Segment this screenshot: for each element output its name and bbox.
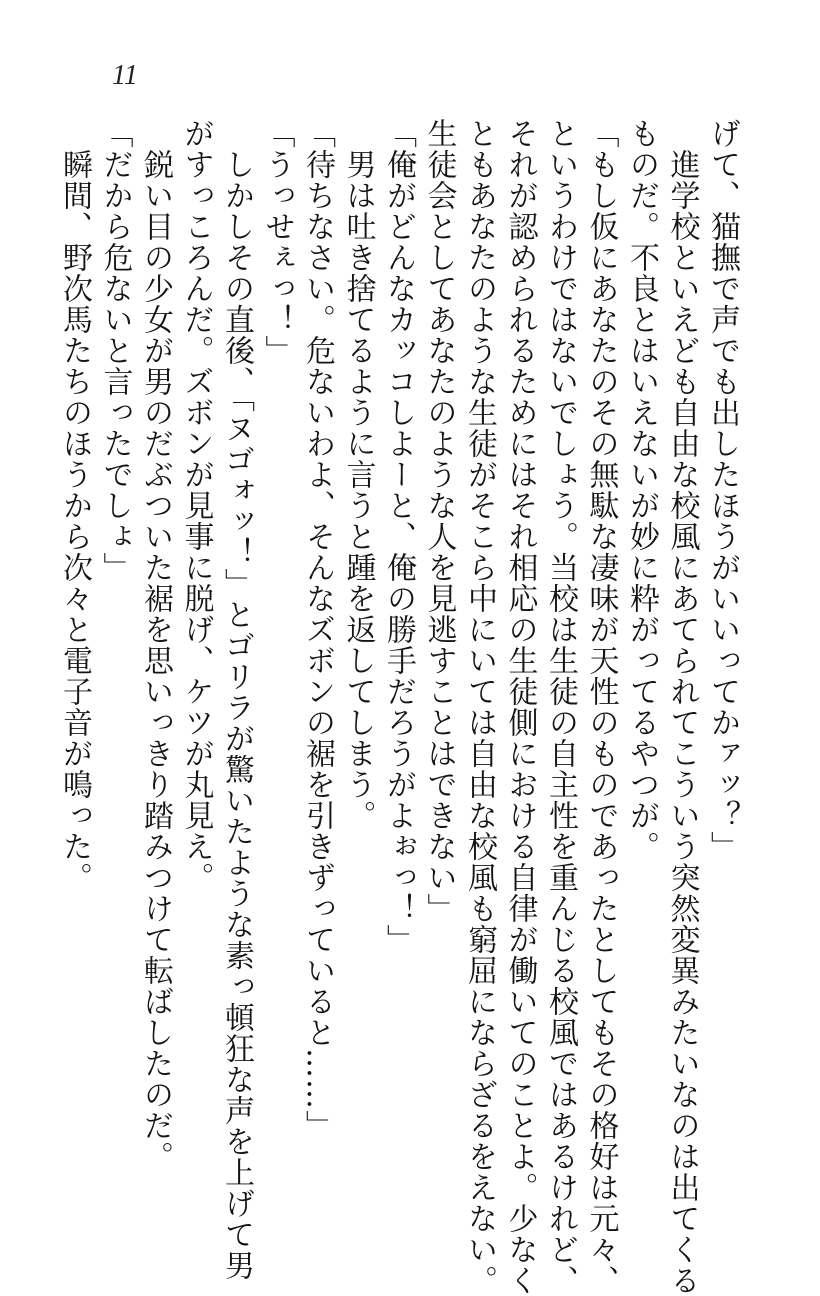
vertical-text-body — [54, 118, 743, 1296]
text-line: 「だから危ないと言ったでしょ」 — [97, 118, 133, 583]
text-line: 「俺がどんなカッコしよーと、俺の勝手だろうがよぉっ！」 — [381, 118, 416, 955]
text-line: それが認められるためにはそれ相応の生徒側における自律が働いてのことよ。少なく — [502, 118, 538, 1296]
text-line: というわけではないでしょう。当校は生徒の自主性を重んじる校風ではあるけれど、 — [543, 118, 578, 1296]
text-line: 男は吐き捨てるように言うと踵を返してしまう。 — [340, 149, 376, 831]
text-line: ものだ。不良とはいえないが妙に粋がってるやつが。 — [624, 118, 659, 862]
text-line: 「うっせぇっ！」 — [259, 118, 295, 366]
text-line: がすっころんだ。ズボンが見事に脱げ、ケツが丸見え。 — [178, 118, 214, 893]
text-line: しかしその直後、「ヌゴォッ！」とゴリラが驚いたような素っ頓狂な声を上げて男 — [219, 149, 254, 1281]
text-line: ともあなたのような生徒がそこら中にいては自由な校風も窮屈にならざるをえない。 — [462, 118, 497, 1296]
text-line-continued: げて、猫撫で声でも出したほうがいいってかァッ？」 — [705, 118, 740, 862]
text-line: 瞬間、野次馬たちのほうから次々と電子音が鳴った。 — [57, 149, 92, 893]
page-number: 11 — [112, 60, 138, 91]
text-line: 「もし仮にあなたのその無駄な凄味が天性のものであったとしてもその格好は元々、 — [583, 118, 619, 1296]
text-line: 鋭い目の少女が男のだぶついた裾を思いっきり踏みつけて転ばしたのだ。 — [138, 149, 173, 1172]
text-line: 進学校といえども自由な校風にあてられてこういう突然変異みたいなのは出てくる — [664, 149, 700, 1296]
text-line: 生徒会としてあなたのような人を見逃すことはできない」 — [421, 118, 457, 924]
text-line: 「待ちなさい。危ないわよ、そんなズボンの裾を引きずっていると……」 — [300, 118, 335, 1141]
